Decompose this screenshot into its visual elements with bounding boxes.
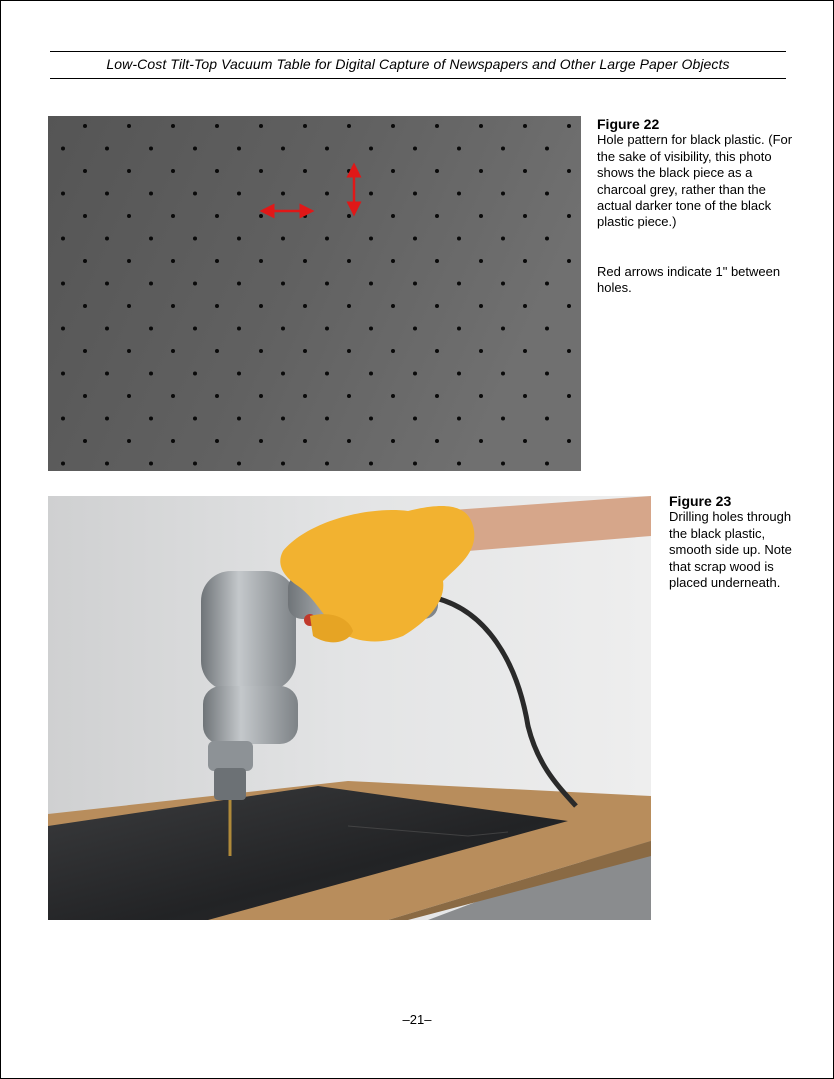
hole xyxy=(259,394,263,398)
hole xyxy=(325,147,329,151)
hole xyxy=(171,259,175,263)
hole xyxy=(237,462,241,466)
hole xyxy=(215,124,219,128)
hole xyxy=(523,349,527,353)
hole xyxy=(435,349,439,353)
hole xyxy=(347,259,351,263)
hole xyxy=(105,282,109,286)
hole xyxy=(193,237,197,241)
hole xyxy=(303,214,307,218)
hole xyxy=(545,417,549,421)
hole xyxy=(545,282,549,286)
hole xyxy=(193,462,197,466)
hole xyxy=(567,169,571,173)
hole xyxy=(501,237,505,241)
hole xyxy=(281,417,285,421)
hole xyxy=(259,349,263,353)
header-rule-bottom xyxy=(50,78,786,79)
hole xyxy=(303,304,307,308)
hole xyxy=(413,147,417,151)
hole xyxy=(171,304,175,308)
hole xyxy=(303,124,307,128)
hole xyxy=(457,282,461,286)
hole xyxy=(127,124,131,128)
hole xyxy=(567,394,571,398)
hole xyxy=(347,214,351,218)
hole xyxy=(193,192,197,196)
hole xyxy=(435,394,439,398)
hole xyxy=(501,192,505,196)
hole xyxy=(391,394,395,398)
hole xyxy=(61,462,65,466)
hole xyxy=(435,214,439,218)
hole xyxy=(479,259,483,263)
hole xyxy=(501,327,505,331)
hole xyxy=(391,214,395,218)
hole xyxy=(369,417,373,421)
hole xyxy=(567,214,571,218)
figure-22-caption xyxy=(597,116,797,297)
hole xyxy=(215,304,219,308)
hole xyxy=(127,259,131,263)
hole xyxy=(347,124,351,128)
hole xyxy=(413,237,417,241)
hole xyxy=(127,394,131,398)
hole xyxy=(215,394,219,398)
hole xyxy=(413,462,417,466)
figure-22-note: Red arrows indicate 1" between holes. xyxy=(597,263,781,296)
figure-23-caption xyxy=(669,493,799,591)
hole xyxy=(479,124,483,128)
hole xyxy=(413,372,417,376)
hole xyxy=(303,259,307,263)
hole xyxy=(281,192,285,196)
hole xyxy=(413,192,417,196)
hole xyxy=(83,169,87,173)
hole xyxy=(237,237,241,241)
hole xyxy=(501,147,505,151)
hole xyxy=(369,282,373,286)
hole xyxy=(149,237,153,241)
hole xyxy=(413,327,417,331)
hole xyxy=(61,372,65,376)
hole xyxy=(545,192,549,196)
hole xyxy=(171,394,175,398)
hole xyxy=(523,439,527,443)
hole xyxy=(479,304,483,308)
hole xyxy=(259,214,263,218)
hole xyxy=(83,304,87,308)
hole xyxy=(105,417,109,421)
figure-22-title: Figure 22 xyxy=(597,116,660,132)
hole xyxy=(149,192,153,196)
hole xyxy=(457,327,461,331)
hole xyxy=(281,462,285,466)
hole xyxy=(215,439,219,443)
hole xyxy=(127,304,131,308)
hole xyxy=(391,439,395,443)
hole xyxy=(391,169,395,173)
hole xyxy=(391,304,395,308)
hole xyxy=(567,304,571,308)
hole xyxy=(347,394,351,398)
hole xyxy=(325,192,329,196)
hole xyxy=(457,147,461,151)
hole xyxy=(127,349,131,353)
hole xyxy=(105,462,109,466)
hole xyxy=(61,147,65,151)
hole xyxy=(193,417,197,421)
hole xyxy=(105,327,109,331)
hole xyxy=(193,282,197,286)
hole xyxy=(479,214,483,218)
hole xyxy=(61,282,65,286)
hole xyxy=(567,124,571,128)
hole xyxy=(435,124,439,128)
hole xyxy=(171,214,175,218)
hole xyxy=(237,192,241,196)
hole xyxy=(61,327,65,331)
hole xyxy=(413,282,417,286)
hole xyxy=(479,169,483,173)
hole xyxy=(325,282,329,286)
header-rule-top xyxy=(50,51,786,52)
hole xyxy=(149,462,153,466)
hole xyxy=(325,237,329,241)
hole xyxy=(105,372,109,376)
hole xyxy=(171,124,175,128)
hole xyxy=(303,394,307,398)
hole xyxy=(347,169,351,173)
hole xyxy=(567,349,571,353)
hole xyxy=(171,439,175,443)
hole xyxy=(105,147,109,151)
hole xyxy=(501,462,505,466)
hole xyxy=(545,147,549,151)
drilling-image xyxy=(48,496,651,920)
hole xyxy=(369,372,373,376)
hole xyxy=(105,237,109,241)
hole xyxy=(545,237,549,241)
page-number: –21– xyxy=(402,1012,432,1027)
hole xyxy=(281,372,285,376)
hole xyxy=(281,282,285,286)
hole xyxy=(523,169,527,173)
hole xyxy=(193,147,197,151)
hole xyxy=(215,259,219,263)
hole xyxy=(237,327,241,331)
hole xyxy=(347,439,351,443)
hole xyxy=(127,169,131,173)
hole xyxy=(501,372,505,376)
hole xyxy=(259,124,263,128)
hole xyxy=(369,147,373,151)
hole xyxy=(391,349,395,353)
hole xyxy=(369,192,373,196)
hole xyxy=(523,394,527,398)
figure-23-description: Drilling holes through the black plastic, smooth side up. Note that scrap wood is placed underneath. xyxy=(669,509,792,591)
hole xyxy=(237,372,241,376)
hole xyxy=(83,439,87,443)
hole xyxy=(171,349,175,353)
figure-22-photo xyxy=(48,116,581,471)
hole xyxy=(303,349,307,353)
hole xyxy=(193,372,197,376)
hole xyxy=(545,327,549,331)
hole xyxy=(457,417,461,421)
hole xyxy=(435,169,439,173)
hole xyxy=(369,462,373,466)
hole xyxy=(457,372,461,376)
hole xyxy=(149,147,153,151)
hole xyxy=(61,192,65,196)
hole xyxy=(237,282,241,286)
figure-23-photo xyxy=(48,496,651,920)
hole xyxy=(545,462,549,466)
hole xyxy=(325,372,329,376)
hole xyxy=(259,169,263,173)
hole xyxy=(435,439,439,443)
hole xyxy=(149,372,153,376)
hole xyxy=(369,237,373,241)
hole xyxy=(457,237,461,241)
hole xyxy=(61,237,65,241)
hole xyxy=(237,417,241,421)
hole xyxy=(215,169,219,173)
hole xyxy=(523,214,527,218)
hole xyxy=(193,327,197,331)
hole xyxy=(479,394,483,398)
hole xyxy=(501,417,505,421)
hole xyxy=(127,214,131,218)
figure-22-description: Hole pattern for black plastic. (For the sake of visibility, this photo shows the black piece as a charcoal grey, rather than the actual darker tone of the black plastic piece.) xyxy=(597,132,793,230)
hole xyxy=(523,124,527,128)
hole xyxy=(303,169,307,173)
hole xyxy=(479,349,483,353)
hole xyxy=(567,259,571,263)
hole xyxy=(259,304,263,308)
hole xyxy=(83,349,87,353)
hole xyxy=(149,417,153,421)
hole xyxy=(281,147,285,151)
hole xyxy=(61,417,65,421)
hole xyxy=(83,124,87,128)
hole xyxy=(523,259,527,263)
hole xyxy=(347,304,351,308)
hole xyxy=(391,259,395,263)
hole xyxy=(325,462,329,466)
hole xyxy=(435,304,439,308)
hole xyxy=(523,304,527,308)
hole xyxy=(127,439,131,443)
hole xyxy=(215,214,219,218)
hole xyxy=(83,214,87,218)
hole xyxy=(237,147,241,151)
hole xyxy=(105,192,109,196)
hole xyxy=(391,124,395,128)
hole-pattern-image xyxy=(48,116,581,471)
figure-23-title: Figure 23 xyxy=(669,493,732,509)
hole xyxy=(259,259,263,263)
hole xyxy=(149,327,153,331)
hole xyxy=(501,282,505,286)
hole xyxy=(479,439,483,443)
hole xyxy=(457,462,461,466)
hole xyxy=(545,372,549,376)
hole xyxy=(83,259,87,263)
hole xyxy=(215,349,219,353)
hole xyxy=(83,394,87,398)
hole xyxy=(281,327,285,331)
hole xyxy=(325,417,329,421)
hole xyxy=(281,237,285,241)
running-title: Low-Cost Tilt-Top Vacuum Table for Digital Capture of Newspapers and Other Large Paper Objects xyxy=(106,56,730,72)
hole xyxy=(347,349,351,353)
hole xyxy=(457,192,461,196)
hole xyxy=(325,327,329,331)
hole xyxy=(567,439,571,443)
hole xyxy=(259,439,263,443)
hole xyxy=(413,417,417,421)
hole xyxy=(149,282,153,286)
hole xyxy=(435,259,439,263)
hole xyxy=(303,439,307,443)
hole xyxy=(369,327,373,331)
hole xyxy=(171,169,175,173)
